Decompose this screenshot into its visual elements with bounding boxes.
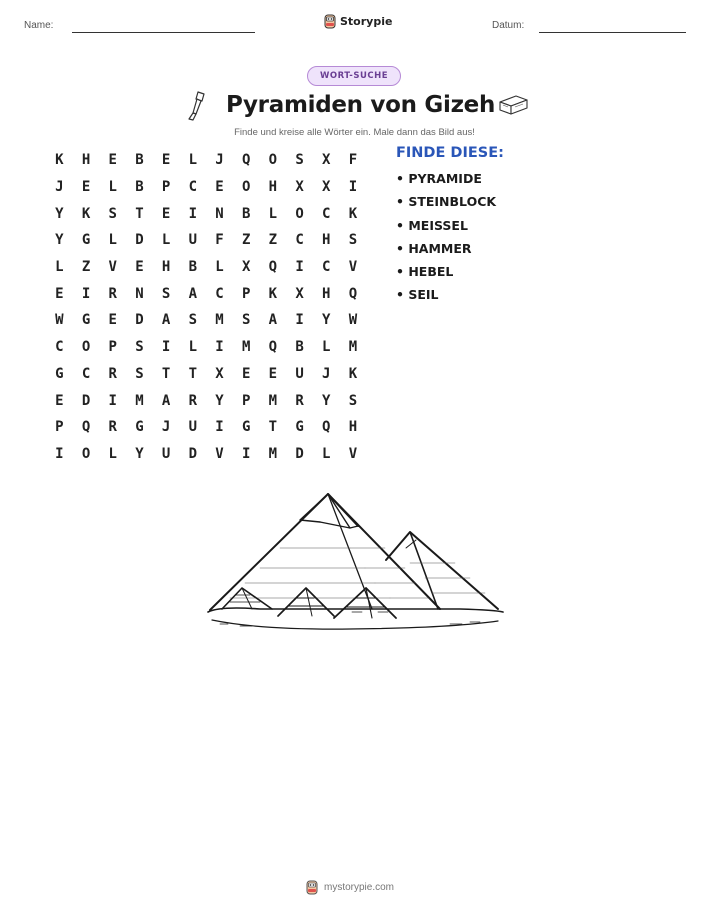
grid-letter[interactable]: V	[108, 259, 117, 276]
grid-letter[interactable]: D	[135, 312, 144, 329]
grid-letter[interactable]: C	[322, 205, 331, 222]
grid-letter[interactable]: A	[188, 285, 197, 302]
grid-letter[interactable]: L	[108, 232, 117, 249]
grid-letter[interactable]: O	[81, 445, 91, 462]
grid-letter[interactable]: U	[161, 445, 171, 462]
grid-letter[interactable]: U	[295, 365, 304, 382]
grid-letter[interactable]: O	[81, 339, 91, 356]
grid-letter[interactable]: G	[81, 232, 91, 249]
grid-letter[interactable]: S	[161, 285, 171, 302]
grid-letter[interactable]: H	[81, 152, 91, 169]
grid-letter[interactable]: I	[188, 205, 197, 222]
grid-letter[interactable]: F	[215, 232, 224, 249]
grid-letter[interactable]: H	[322, 232, 331, 249]
grid-letter[interactable]: C	[188, 179, 197, 196]
grid-letter[interactable]: X	[322, 152, 331, 169]
grid-letter[interactable]: A	[161, 312, 171, 329]
name-label: Name:	[24, 20, 54, 31]
grid-letter[interactable]: U	[188, 232, 197, 249]
grid-letter[interactable]: X	[322, 179, 331, 196]
grid-letter[interactable]: P	[241, 392, 251, 409]
grid-letter[interactable]: Z	[268, 232, 278, 249]
grid-letter[interactable]: Y	[322, 312, 331, 329]
grid-letter[interactable]: A	[268, 312, 278, 329]
grid-letter[interactable]: Y	[135, 445, 144, 462]
grid-letter[interactable]: I	[161, 339, 171, 356]
brand-logo	[323, 14, 392, 29]
grid-letter[interactable]: Z	[81, 259, 91, 276]
grid-letter[interactable]: B	[135, 152, 144, 169]
date-line[interactable]	[539, 32, 686, 33]
pyramids-illustration	[200, 488, 510, 643]
instructions: Finde und kreise alle Wörter ein. Male dann das Bild aus!	[234, 127, 475, 138]
grid-letter[interactable]: L	[108, 445, 117, 462]
grid-letter[interactable]: K	[348, 365, 358, 382]
grid-letter[interactable]: C	[55, 339, 64, 356]
grid-letter[interactable]: I	[215, 339, 224, 356]
grid-letter[interactable]: B	[135, 179, 144, 196]
grid-letter[interactable]: R	[108, 285, 117, 302]
grid-row	[46, 441, 366, 468]
grid-letter[interactable]: J	[215, 152, 224, 169]
grid-letter[interactable]: H	[348, 419, 358, 436]
grid-letter[interactable]: L	[322, 339, 331, 356]
grid-letter[interactable]: H	[322, 285, 331, 302]
grid-letter[interactable]: G	[295, 419, 304, 436]
grid-letter[interactable]: Q	[241, 152, 251, 169]
grid-letter[interactable]: B	[241, 205, 251, 222]
grid-letter[interactable]: S	[135, 339, 144, 356]
grid-letter[interactable]: L	[55, 259, 64, 276]
grid-letter[interactable]: V	[348, 259, 358, 276]
grid-letter[interactable]: O	[295, 205, 304, 222]
grid-letter[interactable]: I	[55, 445, 64, 462]
grid-letter[interactable]: O	[268, 152, 278, 169]
grid-letter[interactable]: E	[108, 312, 117, 329]
grid-letter[interactable]: T	[268, 419, 278, 436]
grid-letter[interactable]: Q	[268, 259, 278, 276]
footer-url[interactable]: mystorypie.com	[324, 882, 395, 893]
grid-letter[interactable]: P	[161, 179, 171, 196]
grid-letter[interactable]: M	[268, 392, 278, 409]
grid-letter[interactable]: I	[348, 179, 358, 196]
grid-letter[interactable]: K	[81, 205, 91, 222]
grid-row	[46, 361, 366, 388]
grid-letter[interactable]: K	[348, 205, 358, 222]
chisel-icon	[184, 90, 210, 122]
grid-letter[interactable]: S	[348, 392, 358, 409]
grid-letter[interactable]: I	[241, 445, 251, 462]
find-list-title: FINDE DIESE:	[396, 145, 504, 161]
grid-row	[46, 414, 366, 441]
grid-letter[interactable]: D	[135, 232, 144, 249]
grid-row	[46, 254, 366, 281]
grid-letter[interactable]: Y	[55, 205, 64, 222]
brand-name: Storypie	[340, 15, 393, 28]
grid-letter[interactable]: Q	[81, 419, 91, 436]
grid-letter[interactable]: T	[161, 365, 171, 382]
grid-letter[interactable]: E	[268, 365, 278, 382]
grid-letter[interactable]: X	[215, 365, 224, 382]
grid-letter[interactable]: K	[55, 152, 64, 169]
grid-letter[interactable]: P	[241, 285, 251, 302]
grid-letter[interactable]: L	[188, 152, 197, 169]
grid-letter[interactable]: Q	[268, 339, 278, 356]
grid-row	[46, 307, 366, 334]
grid-letter[interactable]: S	[188, 312, 197, 329]
footer	[305, 880, 394, 895]
grid-letter[interactable]: R	[188, 392, 197, 409]
grid-letter[interactable]: S	[241, 312, 251, 329]
grid-letter[interactable]: M	[241, 339, 251, 356]
stone-block-icon	[497, 92, 529, 116]
grid-letter[interactable]: I	[81, 285, 91, 302]
grid-letter[interactable]: E	[55, 392, 64, 409]
grid-letter[interactable]: E	[215, 179, 224, 196]
grid-row	[46, 147, 366, 174]
word-item: • PYRAMIDE	[396, 171, 482, 186]
grid-letter[interactable]: W	[348, 312, 358, 329]
grid-letter[interactable]: I	[215, 419, 224, 436]
grid-letter[interactable]: O	[241, 179, 251, 196]
grid-letter[interactable]: X	[295, 285, 304, 302]
grid-row	[46, 334, 366, 361]
grid-letter[interactable]: I	[295, 259, 304, 276]
grid-letter[interactable]: Z	[241, 232, 251, 249]
grid-letter[interactable]: U	[188, 419, 197, 436]
grid-letter[interactable]: L	[161, 232, 171, 249]
grid-letter[interactable]: E	[108, 152, 117, 169]
grid-letter[interactable]: X	[241, 259, 251, 276]
grid-letter[interactable]: S	[348, 232, 358, 249]
grid-letter[interactable]: N	[215, 205, 224, 222]
grid-letter[interactable]: Q	[348, 285, 358, 302]
grid-letter[interactable]: V	[215, 445, 224, 462]
grid-letter[interactable]: S	[135, 365, 144, 382]
grid-letter[interactable]: W	[55, 312, 64, 329]
grid-letter[interactable]: D	[81, 392, 91, 409]
grid-letter[interactable]: N	[135, 285, 144, 302]
grid-letter[interactable]: J	[55, 179, 64, 196]
grid-letter[interactable]: V	[348, 445, 358, 462]
grid-letter[interactable]: F	[348, 152, 358, 169]
grid-letter[interactable]: Y	[322, 392, 331, 409]
word-search-badge: WORT-SUCHE	[307, 66, 401, 86]
storypie-mascot-icon	[323, 14, 337, 29]
grid-letter[interactable]: I	[295, 312, 304, 329]
storypie-mascot-icon	[305, 880, 319, 895]
grid-letter[interactable]: R	[295, 392, 304, 409]
grid-row	[46, 387, 366, 414]
grid-letter[interactable]: G	[81, 312, 91, 329]
grid-row	[46, 200, 366, 227]
grid-letter[interactable]: G	[55, 365, 64, 382]
grid-letter[interactable]: E	[81, 179, 91, 196]
word-item: • SEIL	[396, 287, 439, 303]
word-list	[396, 171, 496, 311]
grid-letter[interactable]: M	[268, 445, 278, 462]
grid-letter[interactable]: G	[135, 419, 144, 436]
grid-letter[interactable]: L	[188, 339, 197, 356]
grid-letter[interactable]: B	[295, 339, 304, 356]
page-title: Pyramiden von Gizeh	[226, 92, 496, 118]
grid-letter[interactable]: P	[108, 339, 117, 356]
grid-row	[46, 227, 366, 254]
grid-letter[interactable]: R	[108, 365, 117, 382]
grid-letter[interactable]: S	[295, 152, 304, 169]
grid-letter[interactable]: M	[215, 312, 224, 329]
grid-letter[interactable]: S	[108, 205, 117, 222]
grid-letter[interactable]: T	[188, 365, 197, 382]
grid-letter[interactable]: I	[108, 392, 117, 409]
grid-letter[interactable]: Y	[55, 232, 64, 249]
grid-letter[interactable]: B	[188, 259, 197, 276]
grid-letter[interactable]: G	[241, 419, 251, 436]
grid-letter[interactable]: R	[108, 419, 117, 436]
grid-letter[interactable]: K	[268, 285, 278, 302]
grid-letter[interactable]: E	[161, 205, 171, 222]
grid-letter[interactable]: T	[135, 205, 144, 222]
grid-letter[interactable]: L	[108, 179, 117, 196]
word-item: • HAMMER	[396, 240, 472, 256]
grid-letter[interactable]: C	[295, 232, 304, 249]
grid-letter[interactable]: M	[135, 392, 144, 409]
name-line[interactable]	[72, 32, 255, 33]
grid-letter[interactable]: L	[322, 445, 331, 462]
grid-letter[interactable]: D	[188, 445, 197, 462]
grid-letter[interactable]: L	[268, 205, 278, 222]
grid-letter[interactable]: L	[215, 259, 224, 276]
word-item: • STEINBLOCK	[396, 194, 497, 210]
grid-letter[interactable]: X	[295, 179, 304, 196]
grid-letter[interactable]: H	[161, 259, 171, 276]
word-item: • HEBEL	[396, 264, 454, 280]
word-item: • MEISSEL	[396, 217, 468, 233]
grid-letter[interactable]: P	[55, 419, 64, 436]
grid-letter[interactable]: A	[161, 392, 171, 409]
grid-letter[interactable]: M	[348, 339, 358, 356]
grid-letter[interactable]: Q	[322, 419, 331, 436]
grid-letter[interactable]: E	[55, 285, 64, 302]
grid-letter[interactable]: C	[81, 365, 91, 382]
grid-row	[46, 280, 366, 307]
date-label: Datum:	[492, 20, 525, 31]
grid-letter[interactable]: E	[135, 259, 144, 276]
letter-grid	[46, 147, 366, 467]
grid-letter[interactable]: E	[161, 152, 171, 169]
grid-letter[interactable]: H	[268, 179, 278, 196]
grid-letter[interactable]: E	[241, 365, 251, 382]
grid-letter[interactable]: D	[295, 445, 304, 462]
grid-letter[interactable]: J	[161, 419, 171, 436]
grid-letter[interactable]: C	[322, 259, 331, 276]
grid-letter[interactable]: C	[215, 285, 224, 302]
grid-letter[interactable]: J	[322, 365, 331, 382]
grid-row	[46, 174, 366, 201]
grid-letter[interactable]: Y	[215, 392, 224, 409]
